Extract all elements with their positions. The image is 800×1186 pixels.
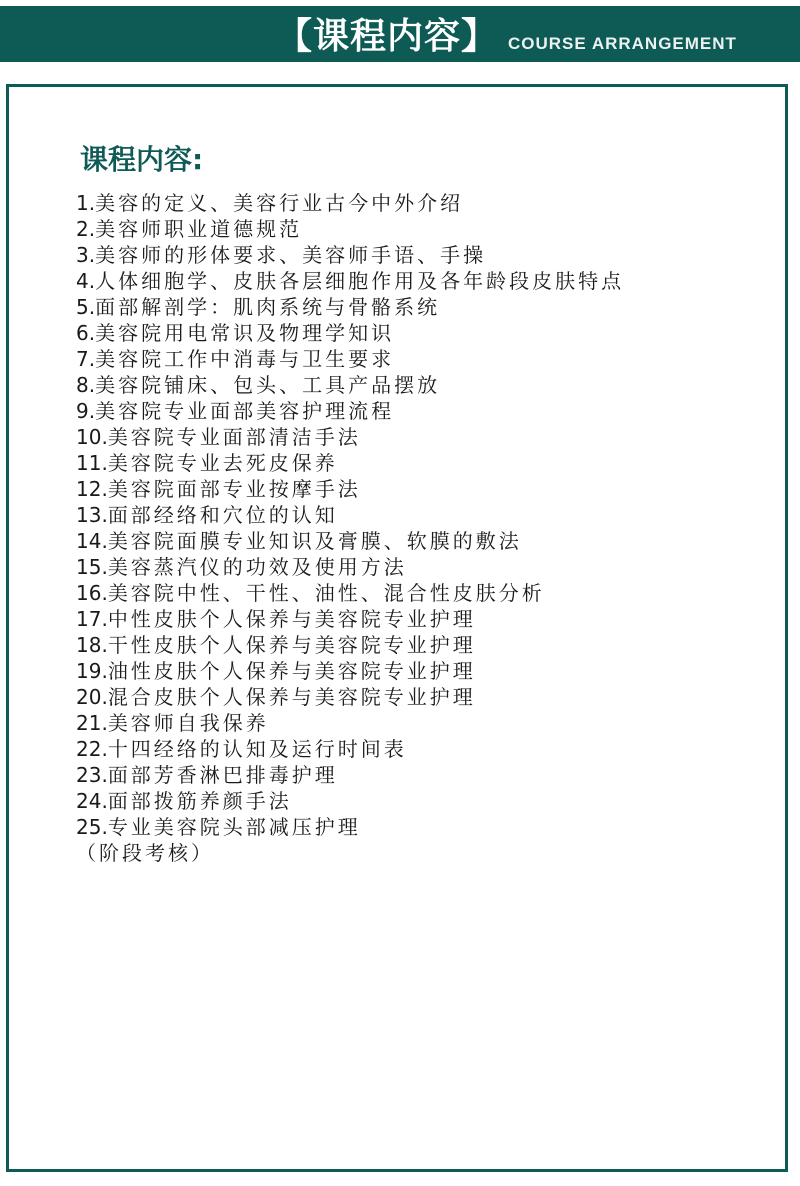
page-title: 【课程内容】 [276,16,499,57]
course-item [76,424,676,450]
course-number: 5. [76,295,96,319]
course-text: 面部经络和穴位的认知 [107,503,338,527]
course-item [76,632,676,658]
course-text: 面部拨筋养颜手法 [107,789,292,813]
course-number: 22. [76,737,108,761]
course-number: 4. [76,269,96,293]
course-item [76,450,676,476]
course-text: 混合皮肤个人保养与美容院专业护理 [107,685,476,709]
course-item [76,502,676,528]
course-number: 13. [76,503,108,527]
course-item [76,814,676,840]
course-text: 美容院工作中消毒与卫生要求 [95,347,395,371]
course-item [76,658,676,684]
course-number: 16. [76,581,108,605]
course-text: 美容的定义、美容行业古今中外介绍 [95,191,464,215]
course-item [76,606,676,632]
course-number: 8. [76,373,96,397]
course-text: （阶段考核） [76,841,214,865]
course-text: 美容师的形体要求、美容师手语、手操 [95,243,487,267]
course-item [76,268,676,294]
course-text: 专业美容院头部减压护理 [107,815,361,839]
course-item [76,320,676,346]
course-text: 美容院专业面部清洁手法 [107,425,361,449]
course-item [76,736,676,762]
course-item [76,398,676,424]
course-text: 面部芳香淋巴排毒护理 [107,763,338,787]
course-list [76,190,676,866]
course-item [76,190,676,216]
course-item [76,528,676,554]
course-number: 15. [76,555,108,579]
course-text: 人体细胞学、皮肤各层细胞作用及各年龄段皮肤特点 [95,269,625,293]
course-number: 11. [76,451,108,475]
course-item [76,476,676,502]
course-item [76,242,676,268]
course-text: 美容院专业去死皮保养 [107,451,338,475]
course-number: 21. [76,711,108,735]
course-item [76,580,676,606]
course-number: 7. [76,347,96,371]
course-text: 面部解剖学：肌肉系统与骨骼系统 [95,295,441,319]
course-text: 干性皮肤个人保养与美容院专业护理 [107,633,476,657]
course-item [76,294,676,320]
course-number: 14. [76,529,108,553]
course-number: 6. [76,321,96,345]
course-number: 12. [76,477,108,501]
course-item [76,788,676,814]
course-text: 中性皮肤个人保养与美容院专业护理 [107,607,476,631]
course-number: 1. [76,191,96,215]
course-number: 24. [76,789,108,813]
course-text: 美容师自我保养 [107,711,269,735]
course-item [76,762,676,788]
course-number: 9. [76,399,96,423]
course-number: 25. [76,815,108,839]
course-number: 17. [76,607,108,631]
course-text: 美容院面部专业按摩手法 [107,477,361,501]
course-number: 2. [76,217,96,241]
course-text: 美容师职业道德规范 [95,217,303,241]
course-item [76,840,676,866]
course-item [76,216,676,242]
course-text: 美容蒸汽仪的功效及使用方法 [107,555,407,579]
section-heading: 课程内容: [80,143,204,176]
course-text: 美容院用电常识及物理学知识 [95,321,395,345]
course-number: 23. [76,763,108,787]
course-number: 18. [76,633,108,657]
course-item [76,684,676,710]
course-text: 美容院铺床、包头、工具产品摆放 [95,373,441,397]
page-subtitle: COURSE ARRANGEMENT [508,34,737,53]
course-text: 美容院专业面部美容护理流程 [95,399,395,423]
course-number: 3. [76,243,96,267]
course-number: 19. [76,659,108,683]
course-item [76,346,676,372]
course-number: 10. [76,425,108,449]
course-text: 十四经络的认知及运行时间表 [107,737,407,761]
course-text: 美容院中性、干性、油性、混合性皮肤分析 [107,581,545,605]
course-text: 油性皮肤个人保养与美容院专业护理 [107,659,476,683]
course-text: 美容院面膜专业知识及膏膜、软膜的敷法 [107,529,522,553]
course-item [76,554,676,580]
course-item [76,372,676,398]
course-number: 20. [76,685,108,709]
course-item [76,710,676,736]
